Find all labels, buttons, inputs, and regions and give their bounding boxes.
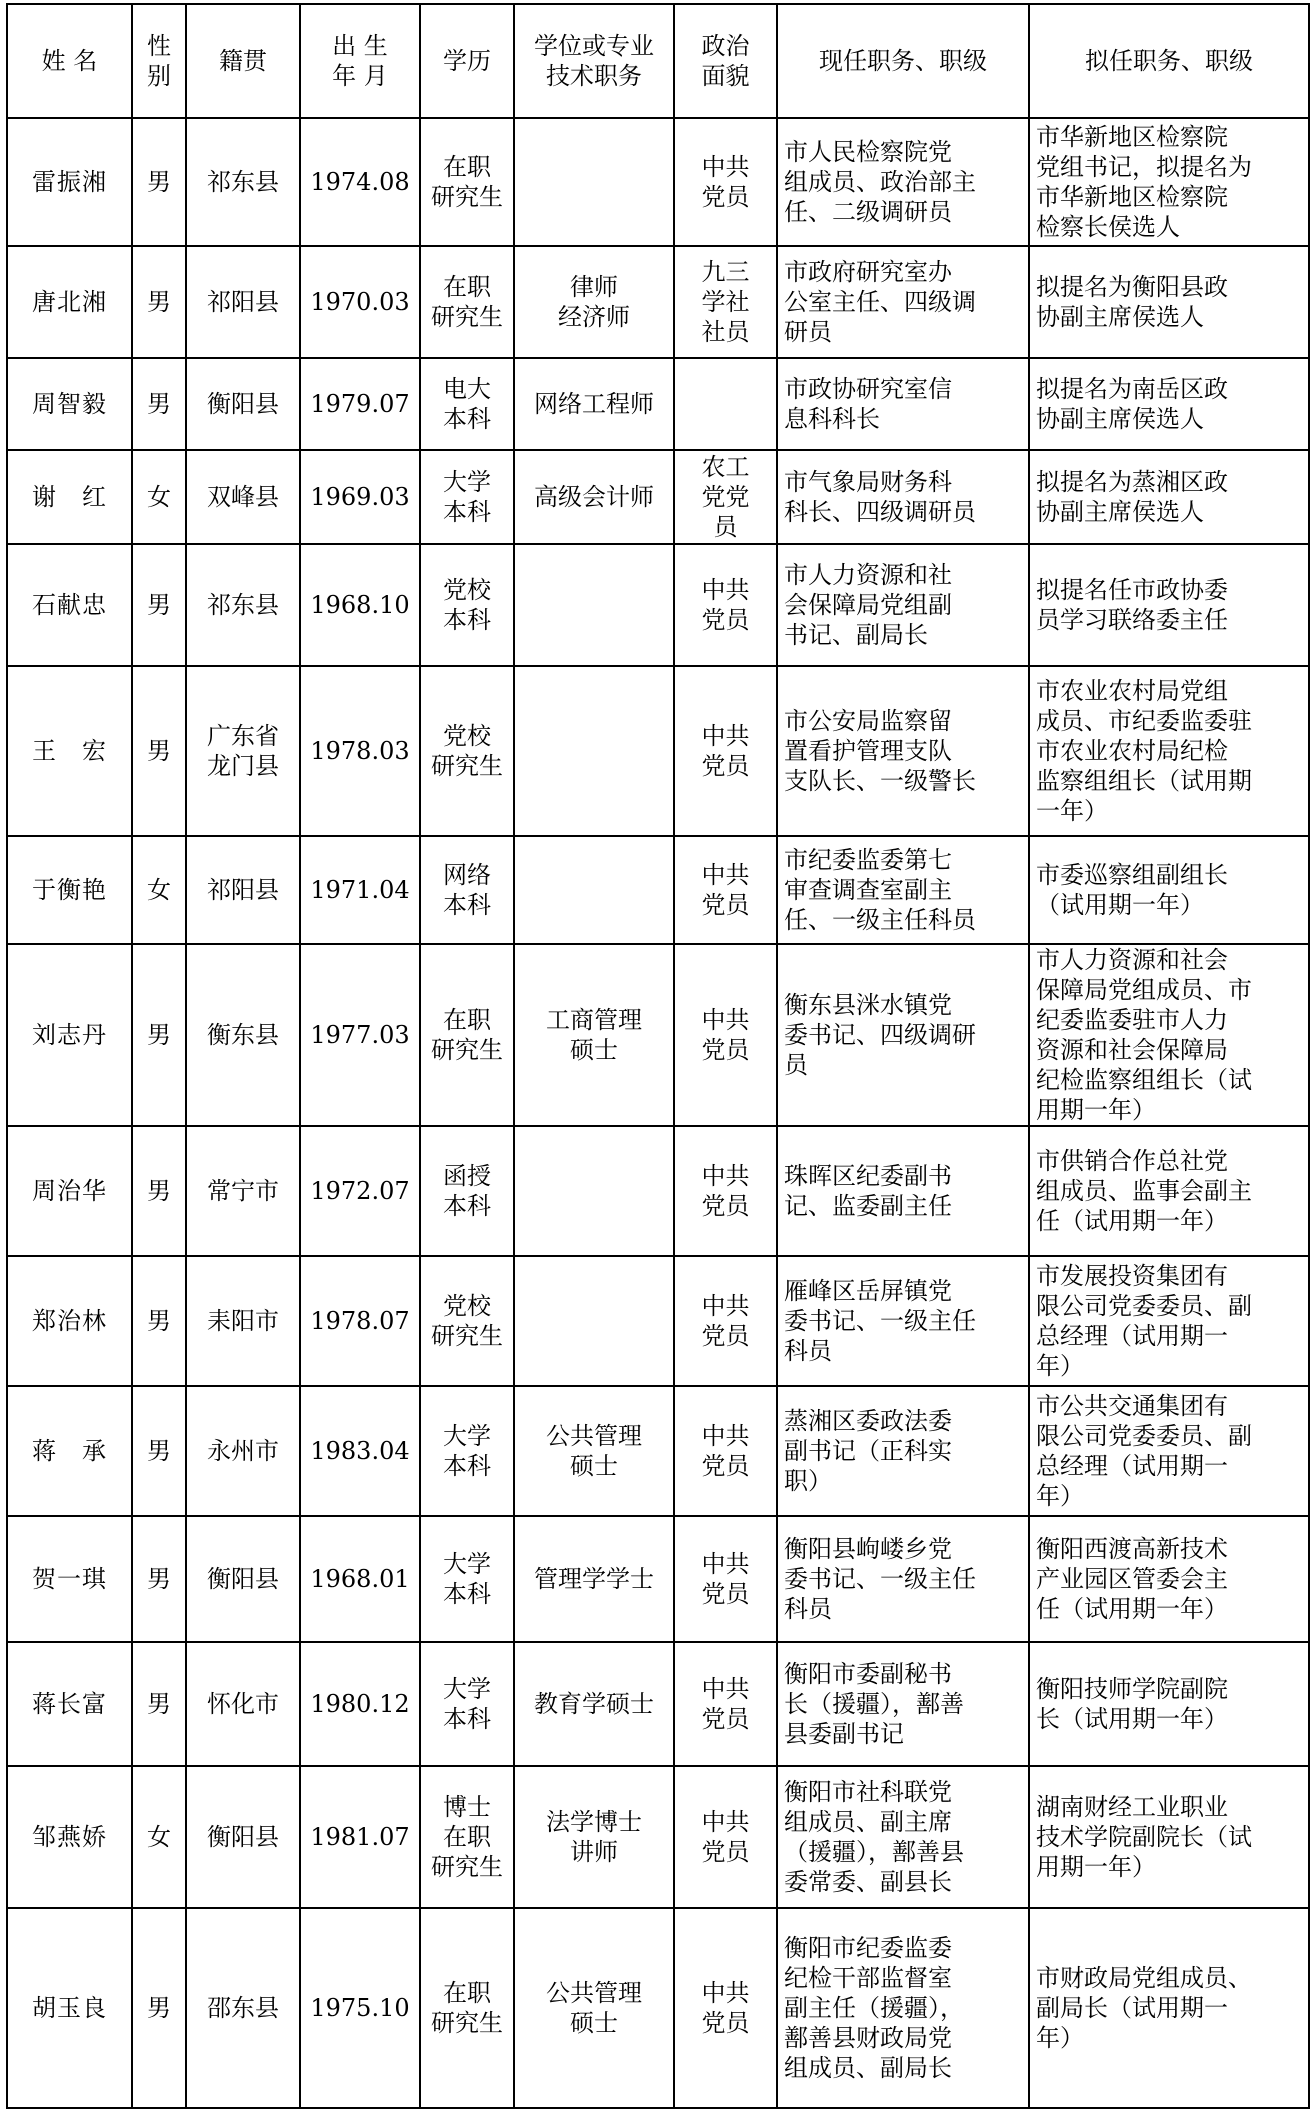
cell-current-position-text: 衡阳县岣嵝乡党 委书记、一级主任 科员 bbox=[784, 1535, 976, 1623]
cell-education bbox=[420, 544, 514, 666]
cell-current-position-text: 蒸湘区委政法委 副书记（正科实 职） bbox=[784, 1407, 952, 1495]
cell-origin-text: 永州市 bbox=[207, 1437, 279, 1465]
cell-degree bbox=[514, 836, 674, 944]
header-proposed-position: 拟任职务、职级 bbox=[1029, 4, 1309, 118]
cell-gender-text: 男 bbox=[147, 168, 171, 196]
cell-education-text: 大学 本科 bbox=[443, 468, 491, 526]
cell-origin bbox=[186, 1516, 300, 1642]
cell-name-text: 邹燕娇 bbox=[32, 1823, 107, 1851]
table-header-row bbox=[7, 4, 1309, 118]
cell-name-text: 雷振湘 bbox=[32, 168, 107, 196]
cell-degree-text: 管理学学士 bbox=[534, 1565, 654, 1593]
cell-current-position bbox=[777, 450, 1029, 544]
cell-gender bbox=[132, 246, 186, 358]
cell-current-position-text: 市公安局监察留 置看护管理支队 支队长、一级警长 bbox=[784, 707, 976, 795]
cell-proposed-position bbox=[1029, 836, 1309, 944]
cell-name-text: 周治华 bbox=[32, 1177, 107, 1205]
cell-gender-text: 男 bbox=[147, 1307, 171, 1335]
cell-political-text: 中共 党员 bbox=[701, 1979, 750, 2037]
cell-birth bbox=[300, 944, 420, 1126]
cell-political-text: 中共 党员 bbox=[701, 1292, 750, 1350]
cell-current-position-text: 市气象局财务科 科长、四级调研员 bbox=[784, 468, 976, 526]
cell-origin-text: 衡阳县 bbox=[207, 1565, 279, 1593]
cell-birth-text: 1969.03 bbox=[310, 483, 410, 511]
cell-current-position-text: 衡阳市社科联党 组成员、副主席 （援疆），鄯善县 委常委、副县长 bbox=[784, 1778, 964, 1896]
cell-education bbox=[420, 118, 514, 246]
cell-gender bbox=[132, 1516, 186, 1642]
cell-current-position-text: 市人力资源和社 会保障局党组副 书记、副局长 bbox=[784, 561, 952, 649]
cell-education bbox=[420, 1642, 514, 1766]
cell-name-text: 王 宏 bbox=[32, 737, 107, 765]
table-row bbox=[7, 944, 1309, 1126]
cell-proposed-position bbox=[1029, 1126, 1309, 1256]
cell-political-text: 中共 党员 bbox=[701, 1162, 750, 1220]
cell-degree bbox=[514, 1642, 674, 1766]
table-row bbox=[7, 358, 1309, 450]
cell-political-text: 中共 党员 bbox=[701, 1550, 750, 1608]
cell-current-position-text: 衡阳市委副秘书 长（援疆），鄯善 县委副书记 bbox=[784, 1660, 964, 1748]
cell-education-text: 大学 本科 bbox=[443, 1675, 491, 1733]
cell-name bbox=[7, 544, 132, 666]
cell-name-text: 于衡艳 bbox=[32, 876, 107, 904]
cell-gender-text: 男 bbox=[147, 1177, 171, 1205]
cell-education-text: 党校 本科 bbox=[443, 576, 491, 634]
cell-birth-text: 1978.03 bbox=[310, 737, 410, 765]
cell-gender bbox=[132, 1126, 186, 1256]
header-gender: 性 别 bbox=[132, 4, 186, 118]
cell-political bbox=[674, 118, 777, 246]
cell-origin-text: 衡阳县 bbox=[207, 390, 279, 418]
table-row bbox=[7, 118, 1309, 246]
table-row bbox=[7, 836, 1309, 944]
cell-name-text: 谢 红 bbox=[32, 483, 107, 511]
cell-birth bbox=[300, 836, 420, 944]
cell-origin bbox=[186, 358, 300, 450]
cell-education bbox=[420, 944, 514, 1126]
cell-current-position bbox=[777, 1766, 1029, 1908]
cell-gender-text: 男 bbox=[147, 737, 171, 765]
cell-proposed-position-text: 市财政局党组成员、 副局长（试用期一 年） bbox=[1036, 1964, 1252, 2052]
personnel-table bbox=[6, 3, 1310, 2109]
cell-gender bbox=[132, 1908, 186, 2108]
cell-education-text: 电大 本科 bbox=[443, 375, 491, 433]
cell-current-position bbox=[777, 1386, 1029, 1516]
cell-proposed-position-text: 衡阳技师学院副院 长（试用期一年） bbox=[1036, 1675, 1228, 1733]
table-row bbox=[7, 666, 1309, 836]
cell-birth-text: 1980.12 bbox=[310, 1690, 410, 1718]
cell-birth bbox=[300, 358, 420, 450]
cell-birth-text: 1977.03 bbox=[310, 1021, 410, 1049]
cell-origin bbox=[186, 836, 300, 944]
cell-proposed-position-text: 湖南财经工业职业 技术学院副院长（试 用期一年） bbox=[1036, 1793, 1252, 1881]
cell-education-text: 在职 研究生 bbox=[431, 273, 503, 331]
cell-name bbox=[7, 1642, 132, 1766]
cell-origin bbox=[186, 1642, 300, 1766]
cell-origin bbox=[186, 944, 300, 1126]
cell-proposed-position bbox=[1029, 358, 1309, 450]
cell-birth bbox=[300, 1256, 420, 1386]
cell-education bbox=[420, 1766, 514, 1908]
cell-current-position bbox=[777, 118, 1029, 246]
cell-gender-text: 男 bbox=[147, 390, 171, 418]
cell-gender-text: 女 bbox=[147, 1823, 171, 1851]
cell-name bbox=[7, 358, 132, 450]
cell-name-text: 石献忠 bbox=[32, 591, 107, 619]
cell-gender-text: 女 bbox=[147, 483, 171, 511]
cell-gender bbox=[132, 1386, 186, 1516]
cell-education bbox=[420, 836, 514, 944]
cell-proposed-position bbox=[1029, 450, 1309, 544]
cell-political bbox=[674, 836, 777, 944]
cell-education-text: 在职 研究生 bbox=[431, 1006, 503, 1064]
table-row bbox=[7, 544, 1309, 666]
cell-political-text: 中共 党员 bbox=[701, 1675, 750, 1733]
cell-gender-text: 男 bbox=[147, 1690, 171, 1718]
cell-political-text: 中共 党员 bbox=[701, 576, 750, 634]
cell-degree bbox=[514, 1386, 674, 1516]
cell-degree-text: 公共管理 硕士 bbox=[546, 1979, 642, 2037]
cell-degree-text: 律师 经济师 bbox=[558, 273, 630, 331]
cell-birth bbox=[300, 666, 420, 836]
cell-degree bbox=[514, 544, 674, 666]
cell-political bbox=[674, 246, 777, 358]
cell-political-text: 中共 党员 bbox=[701, 1808, 750, 1866]
header-degree: 学位或专业 技术职务 bbox=[514, 4, 674, 118]
cell-current-position-text: 市政府研究室办 公室主任、四级调 研员 bbox=[784, 258, 976, 346]
cell-gender bbox=[132, 450, 186, 544]
cell-proposed-position bbox=[1029, 1908, 1309, 2108]
cell-current-position bbox=[777, 1256, 1029, 1386]
cell-gender-text: 男 bbox=[147, 1021, 171, 1049]
cell-degree-text: 教育学硕士 bbox=[534, 1690, 654, 1718]
cell-name bbox=[7, 944, 132, 1126]
cell-name bbox=[7, 450, 132, 544]
cell-education-text: 大学 本科 bbox=[443, 1422, 491, 1480]
cell-origin bbox=[186, 118, 300, 246]
header-name: 姓 名 bbox=[7, 4, 132, 118]
cell-education bbox=[420, 1256, 514, 1386]
cell-current-position-text: 衡阳市纪委监委 纪检干部监督室 副主任（援疆）， 鄯善县财政局党 组成员、副局长 bbox=[784, 1934, 964, 2082]
cell-gender bbox=[132, 1256, 186, 1386]
cell-current-position-text: 市人民检察院党 组成员、政治部主 任、二级调研员 bbox=[784, 138, 976, 226]
cell-political bbox=[674, 1908, 777, 2108]
header-education: 学历 bbox=[420, 4, 514, 118]
cell-proposed-position-text: 衡阳西渡高新技术 产业园区管委会主 任（试用期一年） bbox=[1036, 1535, 1228, 1623]
header-current-position: 现任职务、职级 bbox=[777, 4, 1029, 118]
cell-gender bbox=[132, 1642, 186, 1766]
table-row bbox=[7, 1908, 1309, 2108]
cell-education-text: 函授 本科 bbox=[443, 1162, 491, 1220]
header-birth: 出 生 年 月 bbox=[300, 4, 420, 118]
cell-political bbox=[674, 358, 777, 450]
cell-origin-text: 耒阳市 bbox=[207, 1307, 279, 1335]
cell-current-position bbox=[777, 1126, 1029, 1256]
cell-origin bbox=[186, 1766, 300, 1908]
cell-birth bbox=[300, 1908, 420, 2108]
cell-education-text: 在职 研究生 bbox=[431, 1979, 503, 2037]
cell-education bbox=[420, 666, 514, 836]
cell-origin-text: 衡东县 bbox=[207, 1021, 279, 1049]
cell-education-text: 大学 本科 bbox=[443, 1550, 491, 1608]
cell-gender-text: 男 bbox=[147, 1994, 171, 2022]
cell-birth-text: 1970.03 bbox=[310, 288, 410, 316]
cell-name bbox=[7, 1126, 132, 1256]
cell-origin-text: 祁东县 bbox=[207, 591, 279, 619]
cell-current-position-text: 市纪委监委第七 审查调查室副主 任、一级主任科员 bbox=[784, 846, 976, 934]
cell-origin-text: 广东省 龙门县 bbox=[207, 722, 279, 780]
cell-birth bbox=[300, 1386, 420, 1516]
table-row bbox=[7, 1256, 1309, 1386]
cell-birth bbox=[300, 450, 420, 544]
cell-political-text: 中共 党员 bbox=[701, 861, 750, 919]
cell-political bbox=[674, 1516, 777, 1642]
cell-gender-text: 女 bbox=[147, 876, 171, 904]
cell-name-text: 贺一琪 bbox=[32, 1565, 107, 1593]
cell-proposed-position bbox=[1029, 944, 1309, 1126]
cell-birth-text: 1975.10 bbox=[310, 1994, 410, 2022]
cell-origin bbox=[186, 246, 300, 358]
cell-current-position-text: 市政协研究室信 息科科长 bbox=[784, 375, 952, 433]
cell-name-text: 刘志丹 bbox=[32, 1021, 107, 1049]
cell-proposed-position-text: 市农业农村局党组 成员、市纪委监委驻 市农业农村局纪检 监察组组长（试用期 一年） bbox=[1036, 677, 1252, 825]
cell-birth bbox=[300, 118, 420, 246]
cell-name-text: 周智毅 bbox=[32, 390, 107, 418]
cell-proposed-position-text: 市人力资源和社会 保障局党组成员、市 纪委监委驻市人力 资源和社会保障局 纪检监察组组长（试 用期一年） bbox=[1036, 946, 1252, 1124]
cell-degree bbox=[514, 1126, 674, 1256]
cell-name bbox=[7, 666, 132, 836]
table-row bbox=[7, 1126, 1309, 1256]
cell-political bbox=[674, 1256, 777, 1386]
table-row bbox=[7, 1516, 1309, 1642]
cell-education bbox=[420, 450, 514, 544]
cell-name bbox=[7, 1516, 132, 1642]
cell-political bbox=[674, 1642, 777, 1766]
cell-gender bbox=[132, 118, 186, 246]
cell-degree bbox=[514, 1256, 674, 1386]
cell-name-text: 蒋 承 bbox=[32, 1437, 107, 1465]
cell-political bbox=[674, 944, 777, 1126]
cell-birth-text: 1979.07 bbox=[310, 390, 410, 418]
cell-birth bbox=[300, 1766, 420, 1908]
cell-degree bbox=[514, 1766, 674, 1908]
cell-education-text: 党校 研究生 bbox=[431, 722, 503, 780]
cell-education-text: 党校 研究生 bbox=[431, 1292, 503, 1350]
cell-proposed-position bbox=[1029, 1256, 1309, 1386]
cell-proposed-position-text: 拟提名为南岳区政 协副主席侯选人 bbox=[1036, 375, 1228, 433]
cell-gender-text: 男 bbox=[147, 1437, 171, 1465]
cell-birth-text: 1978.07 bbox=[310, 1307, 410, 1335]
cell-birth-text: 1983.04 bbox=[310, 1437, 410, 1465]
cell-gender bbox=[132, 944, 186, 1126]
cell-current-position-text: 雁峰区岳屏镇党 委书记、一级主任 科员 bbox=[784, 1277, 976, 1365]
cell-education-text: 博士 在职 研究生 bbox=[431, 1793, 503, 1881]
cell-education-text: 在职 研究生 bbox=[431, 153, 503, 211]
cell-political bbox=[674, 666, 777, 836]
cell-political bbox=[674, 1126, 777, 1256]
cell-political-text: 农工 党党 员 bbox=[701, 453, 750, 541]
table-row bbox=[7, 1386, 1309, 1516]
cell-origin-text: 怀化市 bbox=[207, 1690, 279, 1718]
cell-birth-text: 1968.01 bbox=[310, 1565, 410, 1593]
cell-birth-text: 1981.07 bbox=[310, 1823, 410, 1851]
cell-current-position bbox=[777, 358, 1029, 450]
cell-name bbox=[7, 118, 132, 246]
cell-education bbox=[420, 246, 514, 358]
cell-origin-text: 祁阳县 bbox=[207, 288, 279, 316]
cell-birth bbox=[300, 1642, 420, 1766]
cell-origin-text: 双峰县 bbox=[207, 483, 279, 511]
cell-gender-text: 男 bbox=[147, 288, 171, 316]
cell-current-position bbox=[777, 836, 1029, 944]
cell-gender bbox=[132, 358, 186, 450]
cell-origin bbox=[186, 1386, 300, 1516]
cell-origin-text: 祁东县 bbox=[207, 168, 279, 196]
cell-proposed-position-text: 拟提名为衡阳县政 协副主席侯选人 bbox=[1036, 273, 1228, 331]
cell-proposed-position-text: 市发展投资集团有 限公司党委委员、副 总经理（试用期一 年） bbox=[1036, 1262, 1252, 1380]
cell-origin-text: 祁阳县 bbox=[207, 876, 279, 904]
cell-education bbox=[420, 1516, 514, 1642]
cell-birth bbox=[300, 246, 420, 358]
cell-gender bbox=[132, 1766, 186, 1908]
cell-name-text: 胡玉良 bbox=[32, 1994, 107, 2022]
cell-birth-text: 1972.07 bbox=[310, 1177, 410, 1205]
cell-name bbox=[7, 836, 132, 944]
cell-name bbox=[7, 1908, 132, 2108]
cell-current-position bbox=[777, 544, 1029, 666]
cell-current-position bbox=[777, 944, 1029, 1126]
cell-degree-text: 公共管理 硕士 bbox=[546, 1422, 642, 1480]
cell-name bbox=[7, 1766, 132, 1908]
cell-degree-text: 网络工程师 bbox=[534, 390, 654, 418]
table-row bbox=[7, 1766, 1309, 1908]
cell-origin-text: 邵东县 bbox=[207, 1994, 279, 2022]
cell-current-position bbox=[777, 246, 1029, 358]
cell-birth-text: 1974.08 bbox=[310, 168, 410, 196]
cell-origin bbox=[186, 450, 300, 544]
cell-birth bbox=[300, 544, 420, 666]
cell-political-text: 中共 党员 bbox=[701, 153, 750, 211]
cell-gender-text: 男 bbox=[147, 591, 171, 619]
cell-proposed-position-text: 市华新地区检察院 党组书记，拟提名为 市华新地区检察院 检察长侯选人 bbox=[1036, 123, 1252, 241]
cell-birth bbox=[300, 1126, 420, 1256]
cell-political bbox=[674, 544, 777, 666]
table-row bbox=[7, 450, 1309, 544]
cell-current-position-text: 珠晖区纪委副书 记、监委副主任 bbox=[784, 1162, 952, 1220]
cell-birth-text: 1968.10 bbox=[310, 591, 410, 619]
cell-origin bbox=[186, 1256, 300, 1386]
cell-proposed-position-text: 市供销合作总社党 组成员、监事会副主 任（试用期一年） bbox=[1036, 1147, 1252, 1235]
cell-political-text: 中共 党员 bbox=[701, 1006, 750, 1064]
cell-origin bbox=[186, 666, 300, 836]
cell-degree-text: 法学博士 讲师 bbox=[546, 1808, 642, 1866]
cell-degree-text: 工商管理 硕士 bbox=[546, 1006, 642, 1064]
cell-education bbox=[420, 1126, 514, 1256]
cell-political-text: 中共 党员 bbox=[701, 1422, 750, 1480]
cell-proposed-position bbox=[1029, 246, 1309, 358]
cell-political-text: 九三 学社 社员 bbox=[701, 258, 750, 346]
cell-degree bbox=[514, 1908, 674, 2108]
cell-education-text: 网络 本科 bbox=[443, 861, 491, 919]
header-political: 政治 面貌 bbox=[674, 4, 777, 118]
cell-political bbox=[674, 1386, 777, 1516]
cell-origin bbox=[186, 1908, 300, 2108]
cell-proposed-position-text: 市公共交通集团有 限公司党委委员、副 总经理（试用期一 年） bbox=[1036, 1392, 1252, 1510]
cell-education bbox=[420, 358, 514, 450]
cell-current-position bbox=[777, 1908, 1029, 2108]
cell-degree bbox=[514, 666, 674, 836]
cell-degree bbox=[514, 450, 674, 544]
cell-current-position-text: 衡东县洣水镇党 委书记、四级调研 员 bbox=[784, 991, 976, 1079]
cell-degree bbox=[514, 246, 674, 358]
cell-proposed-position-text: 市委巡察组副组长 （试用期一年） bbox=[1036, 861, 1228, 919]
cell-name-text: 蒋长富 bbox=[32, 1690, 107, 1718]
cell-proposed-position-text: 拟提名为蒸湘区政 协副主席侯选人 bbox=[1036, 468, 1228, 526]
cell-education bbox=[420, 1908, 514, 2108]
cell-gender bbox=[132, 544, 186, 666]
cell-gender bbox=[132, 666, 186, 836]
cell-proposed-position bbox=[1029, 1766, 1309, 1908]
cell-degree bbox=[514, 944, 674, 1126]
cell-name bbox=[7, 1386, 132, 1516]
cell-political bbox=[674, 1766, 777, 1908]
header-origin: 籍贯 bbox=[186, 4, 300, 118]
cell-birth bbox=[300, 1516, 420, 1642]
cell-origin-text: 衡阳县 bbox=[207, 1823, 279, 1851]
table-row bbox=[7, 246, 1309, 358]
cell-current-position bbox=[777, 666, 1029, 836]
cell-gender-text: 男 bbox=[147, 1565, 171, 1593]
cell-origin-text: 常宁市 bbox=[207, 1177, 279, 1205]
cell-proposed-position bbox=[1029, 666, 1309, 836]
cell-political-text: 中共 党员 bbox=[701, 722, 750, 780]
cell-degree-text: 高级会计师 bbox=[534, 483, 654, 511]
cell-proposed-position bbox=[1029, 544, 1309, 666]
cell-proposed-position-text: 拟提名任市政协委 员学习联络委主任 bbox=[1036, 576, 1228, 634]
cell-origin bbox=[186, 1126, 300, 1256]
cell-proposed-position bbox=[1029, 1642, 1309, 1766]
cell-origin bbox=[186, 544, 300, 666]
cell-proposed-position bbox=[1029, 118, 1309, 246]
cell-current-position bbox=[777, 1516, 1029, 1642]
cell-degree bbox=[514, 118, 674, 246]
cell-political bbox=[674, 450, 777, 544]
table-row bbox=[7, 1642, 1309, 1766]
cell-birth-text: 1971.04 bbox=[310, 876, 410, 904]
cell-current-position bbox=[777, 1642, 1029, 1766]
cell-name-text: 郑治林 bbox=[32, 1307, 107, 1335]
cell-name-text: 唐北湘 bbox=[32, 288, 107, 316]
cell-name bbox=[7, 1256, 132, 1386]
cell-degree bbox=[514, 1516, 674, 1642]
cell-degree bbox=[514, 358, 674, 450]
cell-proposed-position bbox=[1029, 1386, 1309, 1516]
cell-name bbox=[7, 246, 132, 358]
cell-education bbox=[420, 1386, 514, 1516]
cell-proposed-position bbox=[1029, 1516, 1309, 1642]
cell-gender bbox=[132, 836, 186, 944]
